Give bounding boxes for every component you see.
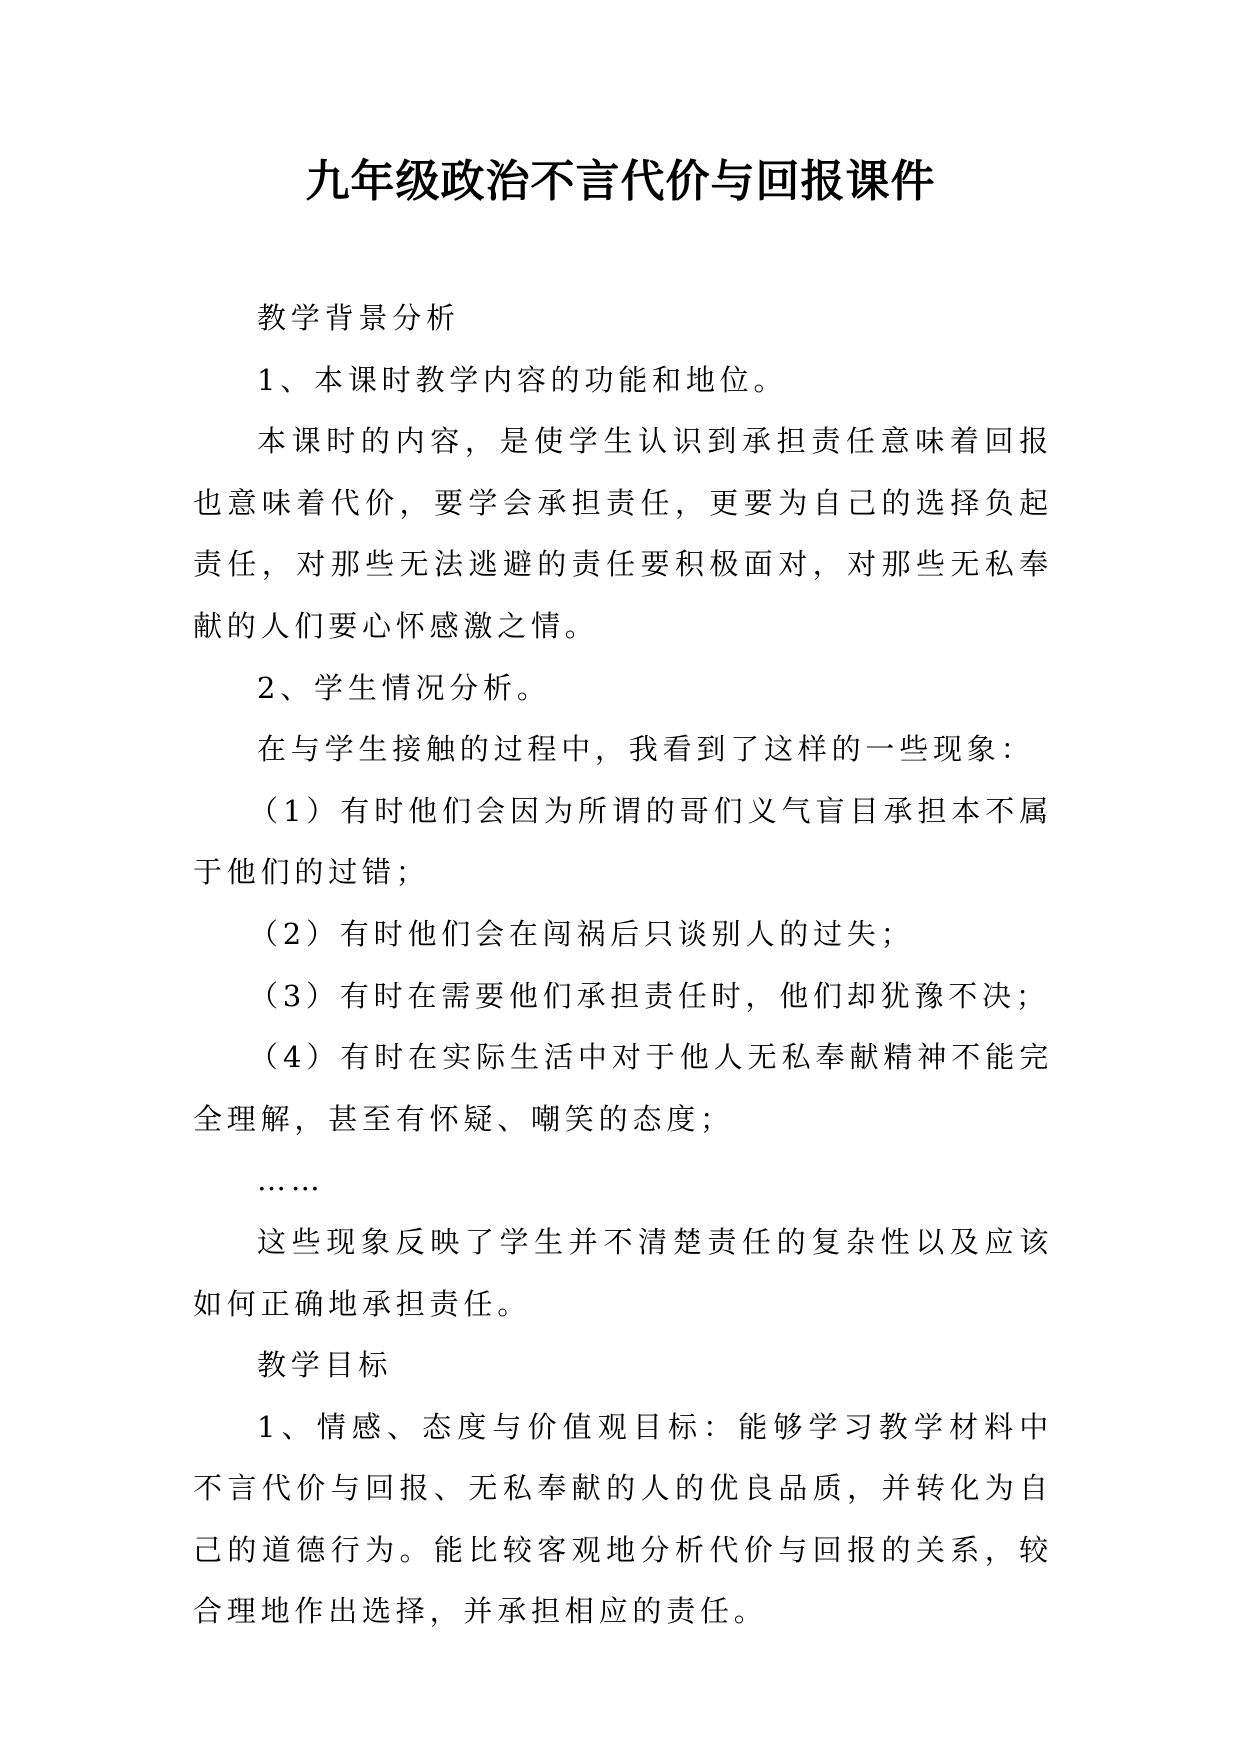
subsection-heading: 1、本课时教学内容的功能和地位。 (257, 362, 788, 397)
ellipsis-line: …… (257, 1163, 325, 1198)
section-heading: 教学背景分析 (257, 301, 460, 335)
body-paragraph: 1、情感、态度与价值观目标：能够学习教学材料中不言代价与回报、无私奉献的人的优良品质，并转化为自己的道德行为。能比较客观地分析代价与回报的关系，较合理地作出选择，并承担相应的责任。 (193, 1409, 1053, 1629)
body-paragraph: 本课时的内容，是使学生认识到承担责任意味着回报也意味着代价，要学会承担责任，更要为自己的选择负起责任，对那些无法逃避的责任要积极面对，对那些无私奉献的人们要心怀感激之情。 (193, 424, 1053, 643)
section-heading: 教学目标 (257, 1348, 393, 1383)
list-item: （4）有时在实际生活中对于他人无私奉献精神不能完全理解，甚至有怀疑、嘲笑的态度； (193, 1040, 1053, 1136)
document-body (193, 288, 1053, 1643)
subsection-heading: 2、学生情况分析。 (257, 670, 551, 705)
document-title: 九年级政治不言代价与回报课件 (305, 156, 936, 207)
body-paragraph: 在与学生接触的过程中，我看到了这样的一些现象： (257, 732, 1035, 767)
list-item: （3）有时在需要他们承担责任时，他们却犹豫不决； (249, 978, 1050, 1013)
list-item: （1）有时他们会因为所谓的哥们义气盲目承担本不属于他们的过错； (193, 793, 1053, 890)
list-item: （2）有时他们会在闯祸后只谈别人的过失； (249, 916, 915, 951)
body-paragraph: 这些现象反映了学生并不清楚责任的复杂性以及应该如何正确地承担责任。 (193, 1224, 1053, 1321)
